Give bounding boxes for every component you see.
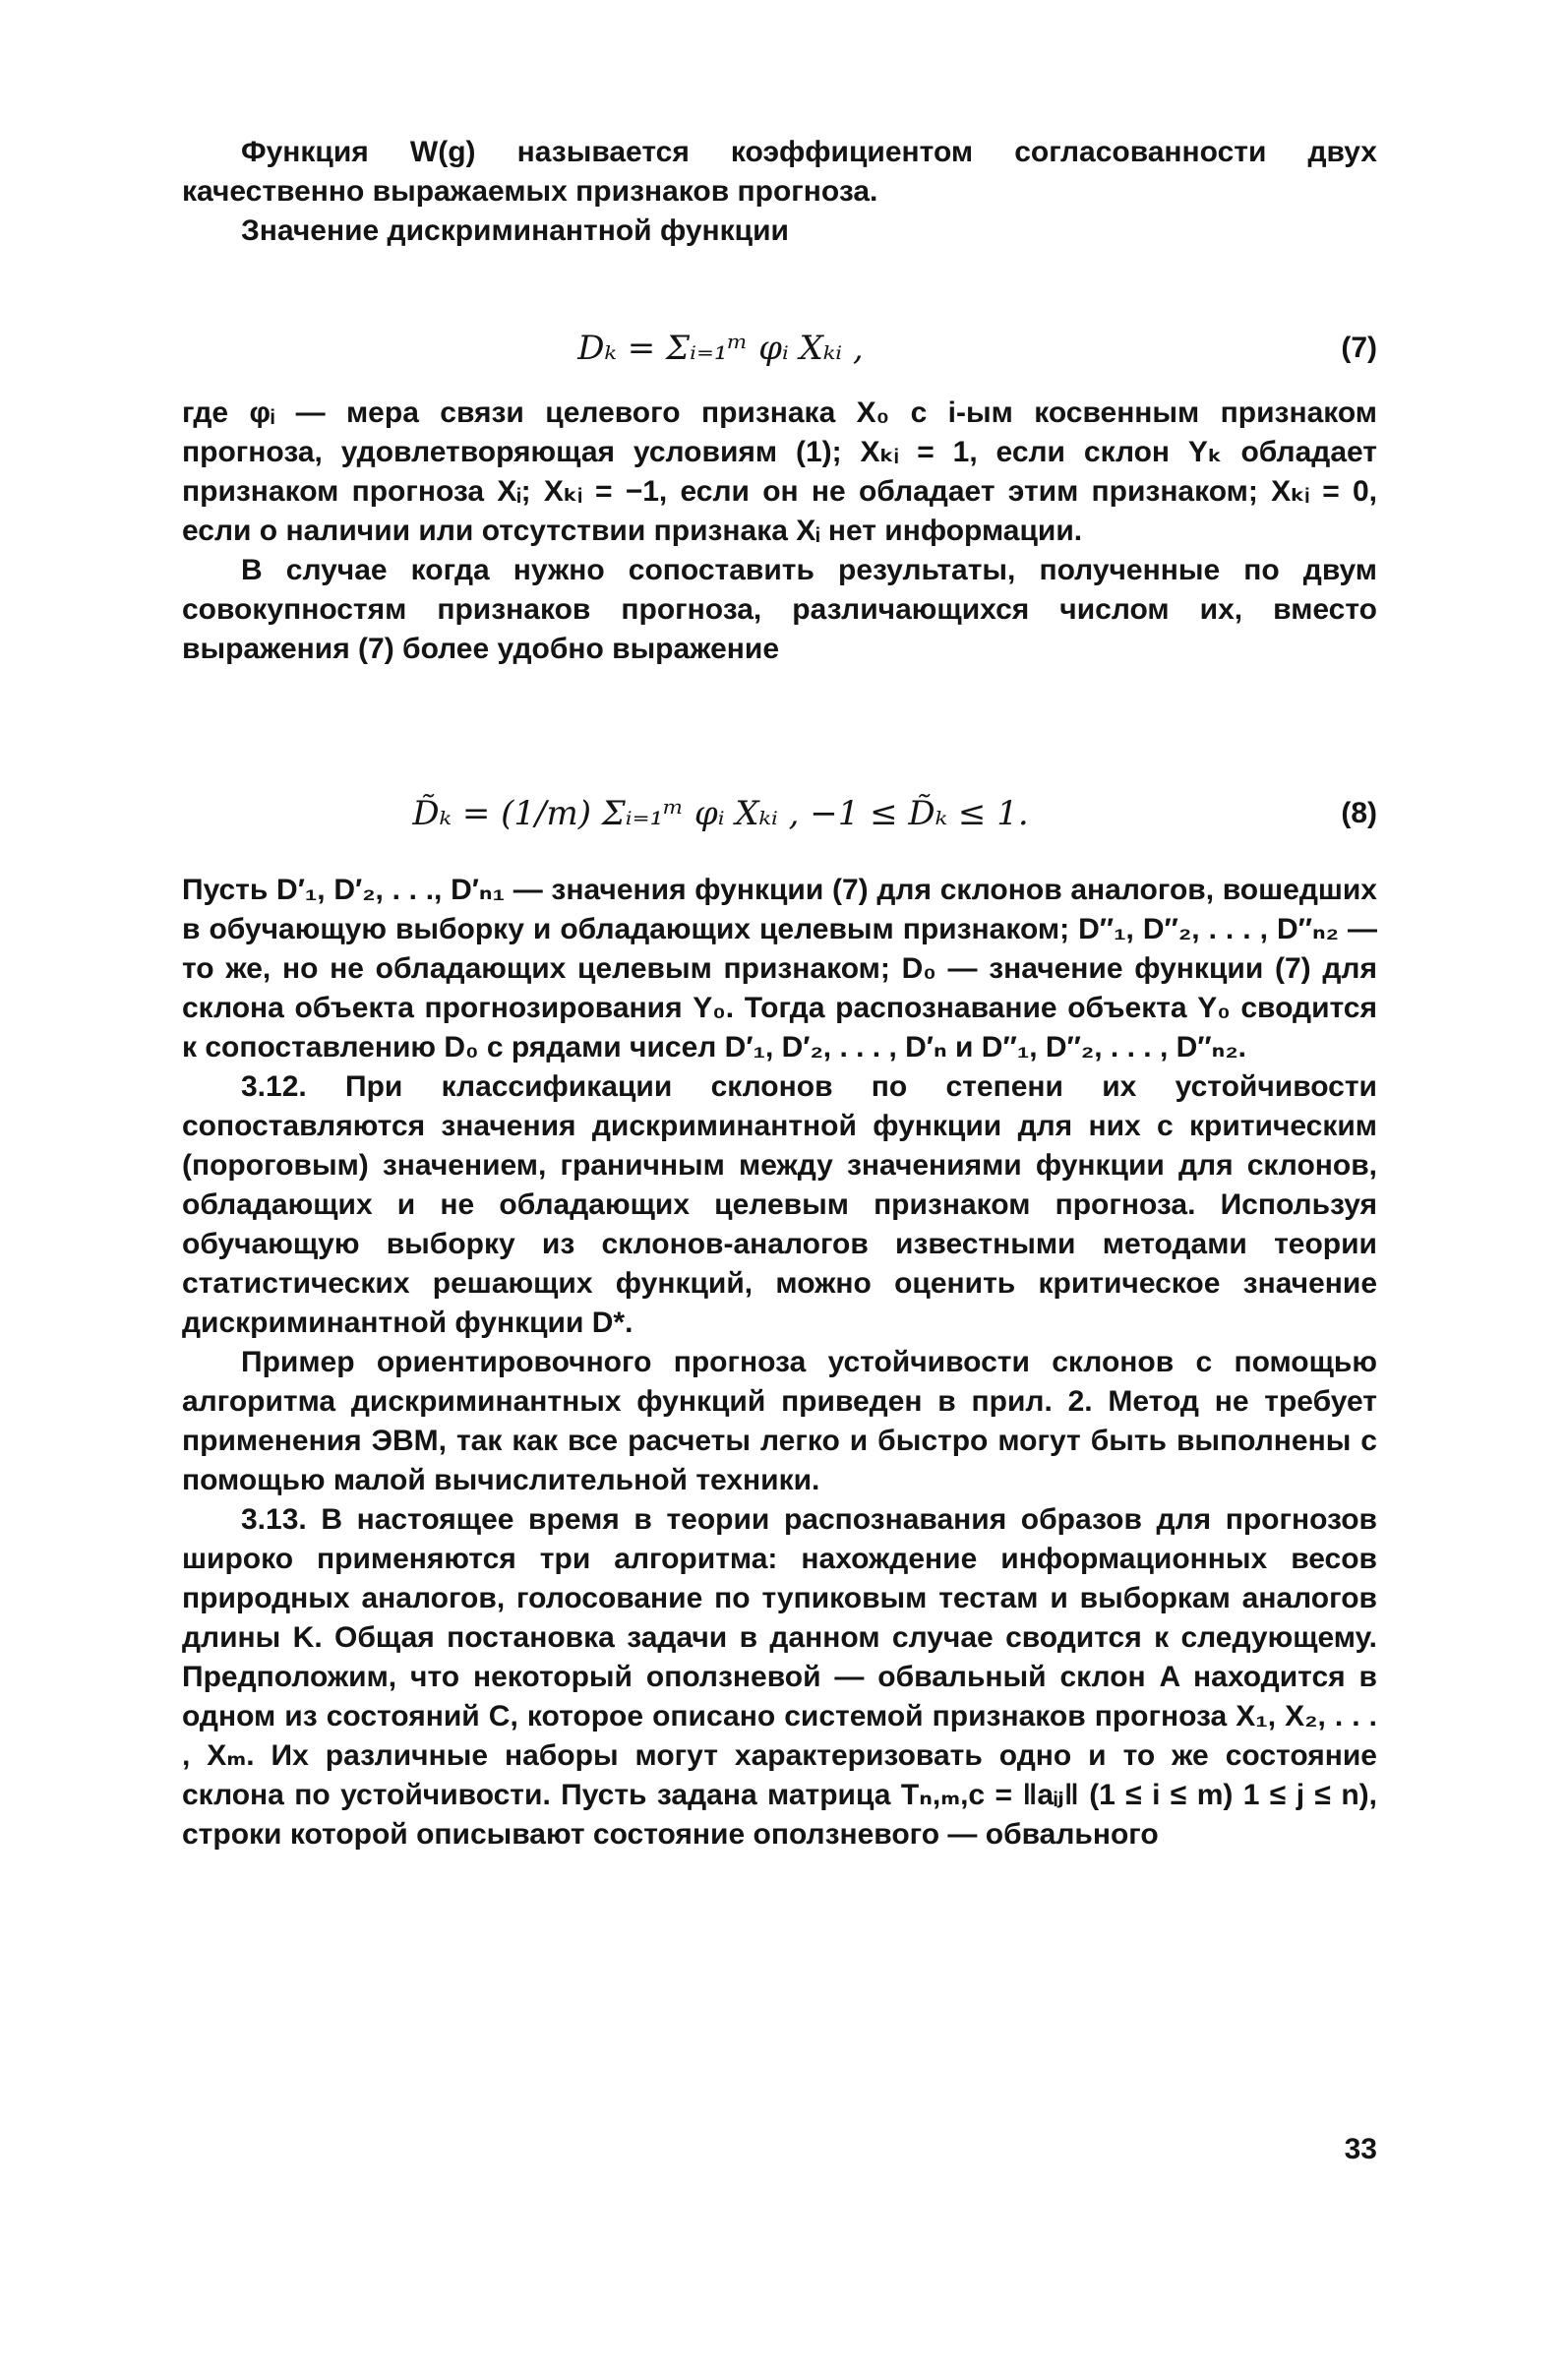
equation-7-formula: Dₖ = Σᵢ₌₁ᵐ φᵢ Xₖᵢ , (577, 329, 864, 368)
paragraph-3-12: 3.12. При классификации склонов по степени их устойчивости сопоставляются значения дискриминантной функции для них с критическим (пороговым) значением, граничным между значениями функции для склонов, обладающих и не обладающих целевым признаком прогноза. Используя обучающую выборку из склонов-аналогов известными методами теории статистических решающих функций, можно оценить критическое значение дискриминантной функции D*. (182, 1070, 1377, 1339)
equation-7-number: (7) (1341, 332, 1377, 364)
equation-8-formula: D̃ₖ = (1/m) Σᵢ₌₁ᵐ φᵢ Xₖᵢ , −1 ≤ D̃ₖ ≤ 1. (412, 794, 1029, 833)
equation-7 (182, 317, 1377, 380)
page-number: 33 (1344, 2133, 1377, 2165)
paragraph-two-sets: В случае когда нужно сопоставить результаты, полученные по двум совокупностям признаков прогноза, различающихся числом их, вместо выражения (7) более удобно выражение (182, 554, 1377, 665)
paragraph-discriminant-intro: Значение дискриминантной функции (241, 214, 789, 247)
equation-8-number: (8) (1341, 797, 1377, 829)
paragraph-example: Пример ориентировочного прогноза устойчивости склонов с помощью алгоритма дискриминантных функций приведен в прил. 2. Метод не требует применения ЭВМ, так как все расчеты легко и быстро могут быть выполнены с помощью малой вычислительной техники. (182, 1346, 1377, 1496)
intro-block (182, 133, 1377, 251)
paragraph-definitions: где φᵢ — мера связи целевого признака X₀ с i-ым косвенным признаком прогноза, удовлетворяющая условиям (1); Xₖᵢ = 1, если склон Yₖ обладает признаком прогноза Xᵢ; Xₖᵢ = −1, если он не обладает этим признаком; Xₖᵢ = 0, если о наличии или отсутствии признака Xᵢ нет информации. (182, 396, 1377, 547)
definitions-block (182, 394, 1377, 669)
paragraph-coefficient: Функция W(g) называется коэффициентом согласованности двух качественно выражаемых признаков прогноза. (182, 136, 1377, 208)
main-text-block (182, 871, 1377, 1854)
paragraph-3-13: 3.13. В настоящее время в теории распознавания образов для прогнозов широко применяются три алгоритма: нахождение информационных весов природных аналогов, голосование по тупиковым тестам и выборкам аналогов длины K. Общая постановка задачи в данном случае сводится к следующему. Предположим, что некоторый оползневой — обвальный склон A находится в одном из состояний C, которое описано системой признаков прогноза X₁, X₂, . . . , Xₘ. Их различные наборы могут характеризовать одно и то же состояние склона по устойчивости. Пусть задана матрица Tₙ,ₘ,c = ‖aᵢⱼ‖ (1 ≤ i ≤ m) 1 ≤ j ≤ n), строки которой описывают состояние оползневого — обвального (182, 1503, 1377, 1851)
paragraph-let: Пусть D′₁, D′₂, . . ., D′ₙ₁ — значения функции (7) для склонов аналогов, вошедших в обучающую выборку и обладающих целевым признаком; D″₁, D″₂, . . . , D″ₙ₂ — то же, но не обладающих целевым признаком; D₀ — значение функции (7) для склона объекта прогнозирования Y₀. Тогда распознавание объекта Y₀ сводится к сопоставлению D₀ с рядами чисел D′₁, D′₂, . . . , D′ₙ и D″₁, D″₂, . . . , D″ₙ₂. (182, 874, 1377, 1064)
equation-8 (182, 782, 1377, 845)
